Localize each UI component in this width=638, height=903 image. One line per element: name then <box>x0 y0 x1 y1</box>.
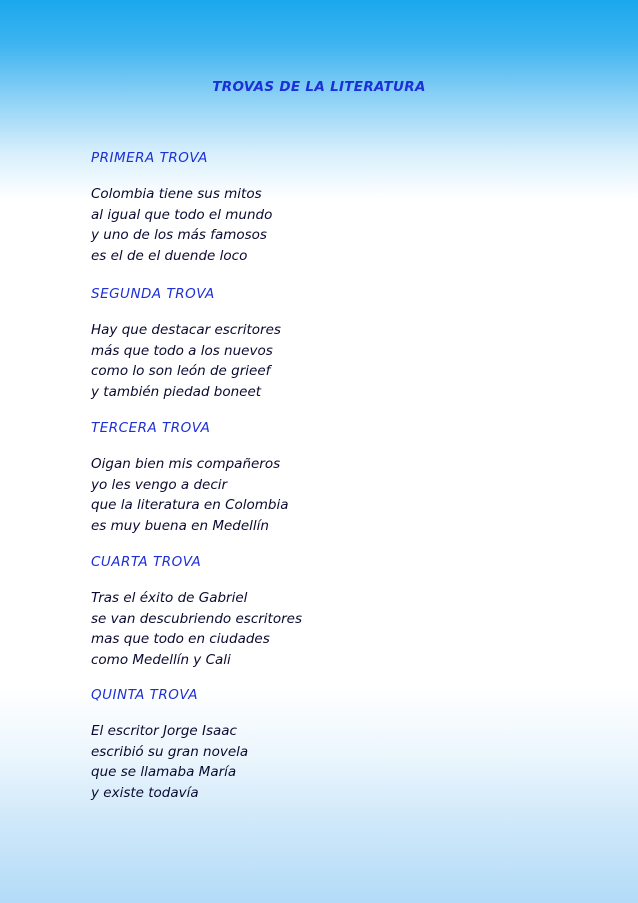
verse-line: que la literatura en Colombia <box>91 497 289 513</box>
verse-line: al igual que todo el mundo <box>91 206 273 223</box>
stanza-heading: QUINTA TROVA <box>91 687 198 703</box>
stanza-heading: TERCERA TROVA <box>91 420 211 436</box>
verse-line: Oigan bien mis compañeros <box>91 456 281 472</box>
verse-line: Hay que destacar escritores <box>91 322 281 338</box>
verse-line: y existe todavía <box>91 784 199 801</box>
verse-line: más que todo a los nuevos <box>91 342 273 359</box>
stanza-tercera <box>91 420 511 536</box>
verse-line: se van descubriendo escritores <box>91 610 302 627</box>
verse-line: como Medellín y Cali <box>91 651 231 668</box>
stanza-primera <box>91 150 511 266</box>
verse-line: como lo son león de grieef <box>91 363 271 379</box>
stanza-heading: SEGUNDA TROVA <box>91 286 215 302</box>
verse-line: es el de el duende loco <box>91 247 248 264</box>
verse-line: que se llamaba María <box>91 764 237 780</box>
stanza-quinta <box>91 687 511 803</box>
verse-line: mas que todo en ciudades <box>91 631 270 647</box>
stanza-heading: PRIMERA TROVA <box>91 150 208 166</box>
page-title: TROVAS DE LA LITERATURA <box>212 79 426 95</box>
verse-line: Tras el éxito de Gabriel <box>91 590 248 606</box>
stanza-heading: CUARTA TROVA <box>91 554 202 570</box>
stanza-cuarta <box>91 554 511 670</box>
verse-line: y uno de los más famosos <box>91 227 267 243</box>
verse-line: yo les vengo a decir <box>91 476 228 493</box>
verse-line: escribió su gran novela <box>91 743 249 760</box>
stanza-segunda <box>91 286 511 402</box>
verse-line: Colombia tiene sus mitos <box>91 186 262 202</box>
verse-line: es muy buena en Medellín <box>91 517 269 534</box>
verse-line: y también piedad boneet <box>91 383 262 400</box>
verse-line: El escritor Jorge Isaac <box>91 723 237 739</box>
